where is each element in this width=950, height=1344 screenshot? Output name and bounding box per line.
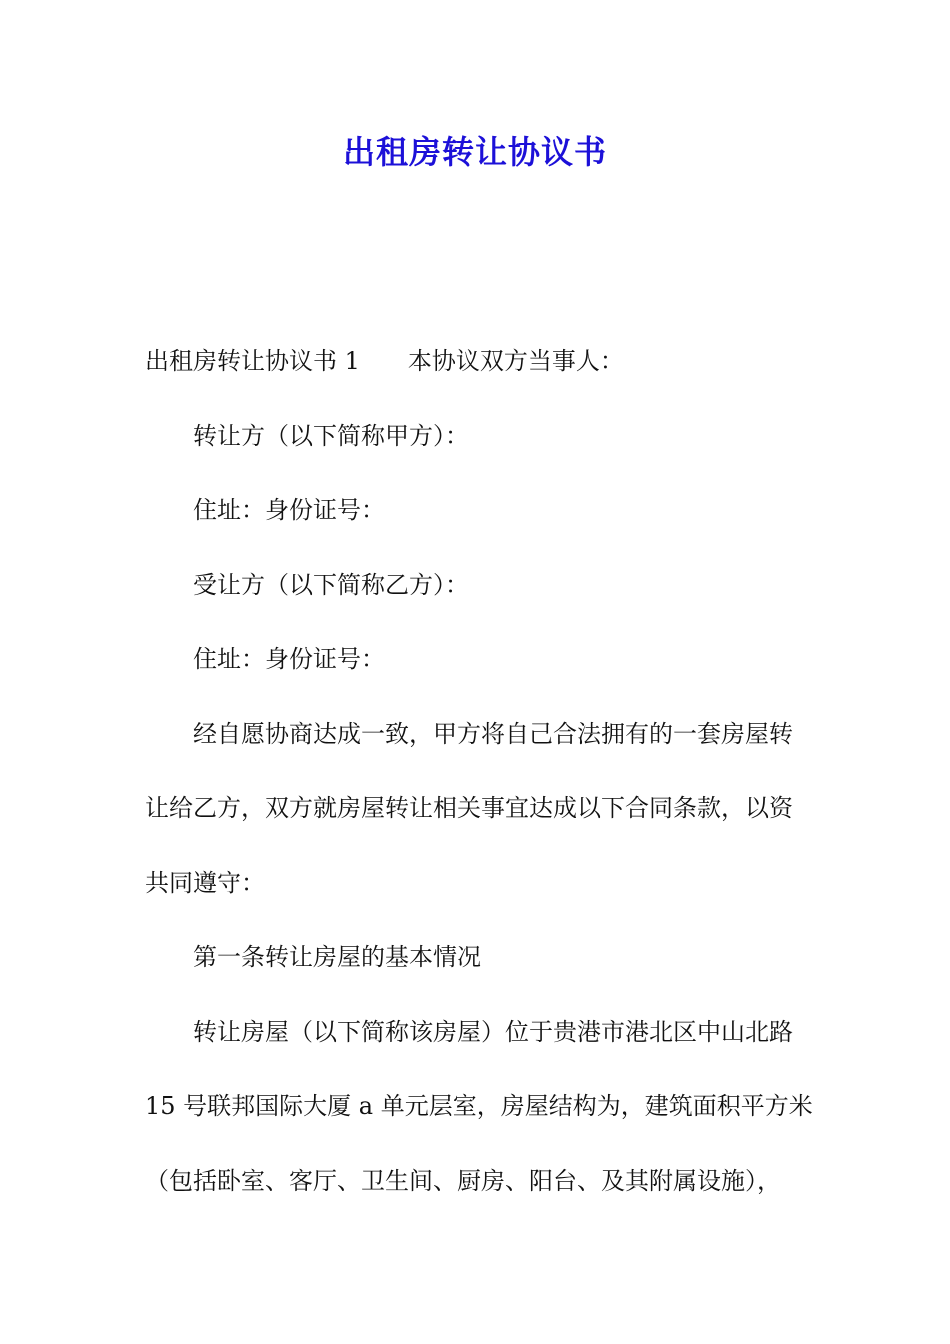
property-paragraph-line-1: 转让房屋（以下简称该房屋）位于贵港市港北区中山北路 [193, 1017, 793, 1046]
agreement-paragraph-line-3: 共同遵守： [145, 868, 265, 897]
agreement-paragraph-line-2: 让给乙方，双方就房屋转让相关事宜达成以下合同条款，以资 [145, 794, 793, 822]
agreement-paragraph-line-1: 经自愿协商达成一致，甲方将自己合法拥有的一套房屋转 [193, 719, 793, 748]
document-title: 出租房转让协议书 [342, 133, 607, 171]
transferor-line: 转让方（以下简称甲方）： [193, 421, 469, 450]
parties-intro: 本协议双方当事人： [407, 347, 624, 375]
property-paragraph-line-2: 15 号联邦国际大厦 a 单元层室，房屋结构为，建筑面积平方米 [145, 1092, 813, 1120]
agreement-number: 出租房转让协议书 1 [145, 347, 360, 375]
property-paragraph-line-3: （包括卧室、客厅、卫生间、厨房、阳台、及其附属设施）， [145, 1166, 781, 1195]
article-one-heading: 第一条转让房屋的基本情况 [193, 943, 481, 971]
transferor-address-line: 住址：身份证号： [193, 496, 385, 524]
paragraph-heading-line [145, 339, 805, 414]
transferee-address-line: 住址：身份证号： [193, 645, 385, 673]
document-body [145, 339, 813, 1233]
transferee-line: 受让方（以下简称乙方）： [193, 570, 469, 599]
